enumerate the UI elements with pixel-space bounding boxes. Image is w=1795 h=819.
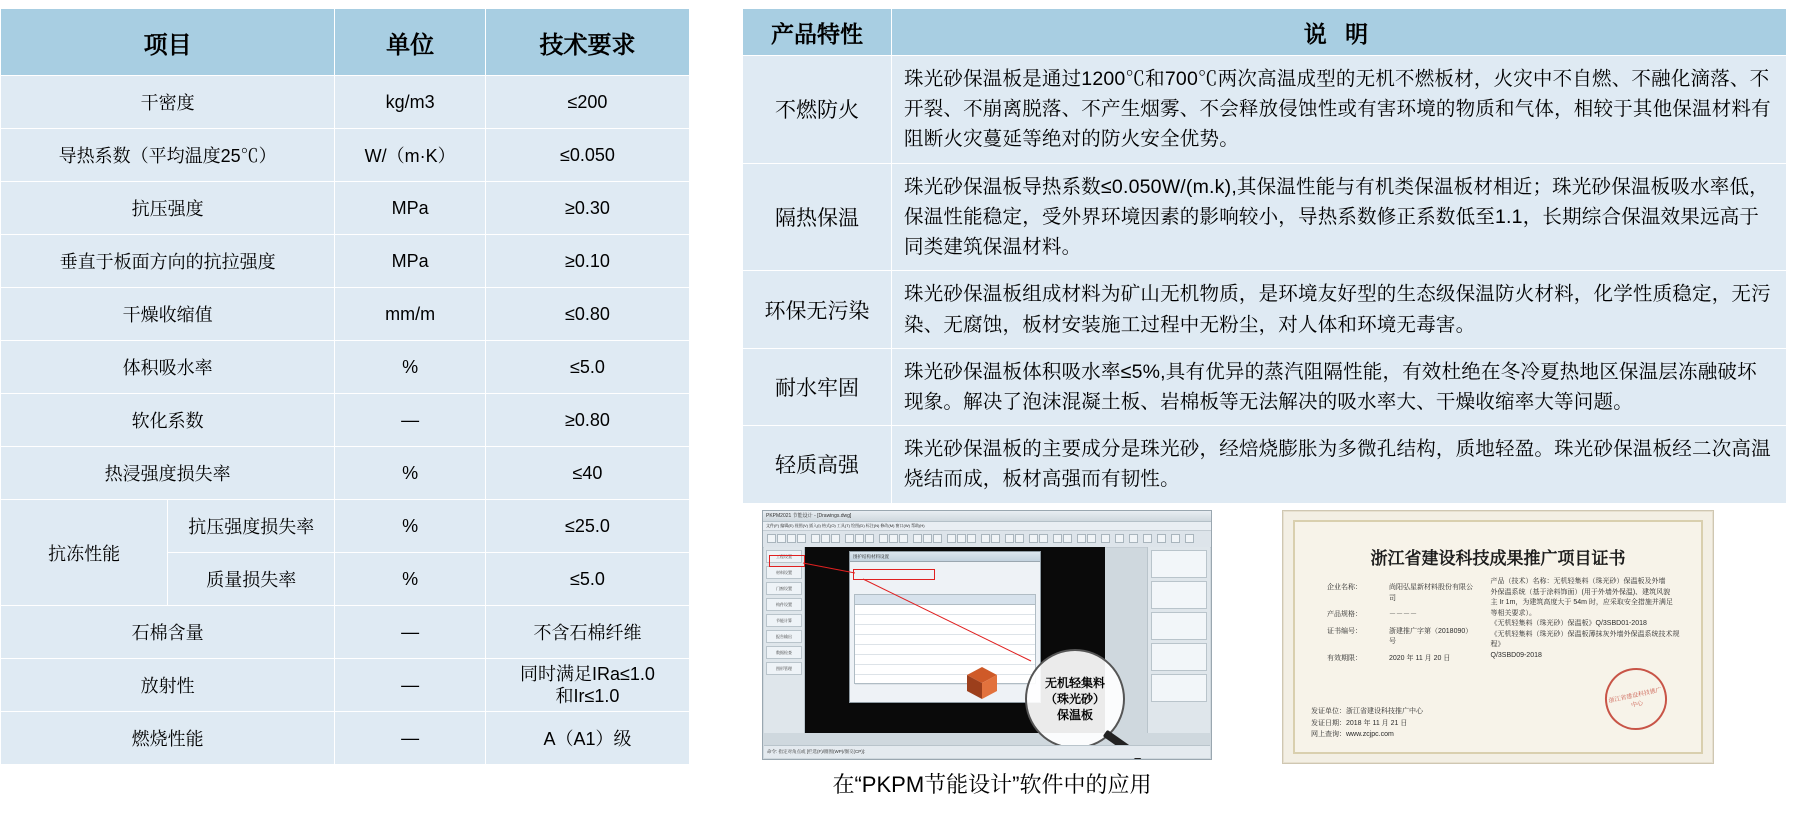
table-row (1, 235, 690, 288)
table-row (1, 288, 690, 341)
spec-cell-item: 质量损失率 (168, 553, 335, 606)
certificate-image (1282, 510, 1714, 764)
table-row (1, 341, 690, 394)
certificate-field (1327, 627, 1475, 648)
certificate-title: 浙江省建设科技成果推广项目证书 (1370, 549, 1626, 568)
feature-name: 隔热保温 (743, 163, 892, 271)
table-row (1, 606, 690, 659)
feature-desc: 珠光砂保温板组成材料为矿山无机物质，是环境友好型的生态级保温防火材料，化学性质稳定，无污染、无腐蚀，板材安装施工过程中无粉尘，对人体和环境无毒害。 (892, 271, 1787, 348)
spec-cell-unit: W/（m·K） (335, 129, 486, 182)
spec-header-item: 项目 (1, 9, 335, 76)
certificate-inner-border (1293, 520, 1703, 754)
certificate-field-value: 尚阳弘星新材料股份有限公司 (1389, 584, 1473, 602)
toolbar-button (947, 534, 956, 543)
grid-row (855, 635, 1035, 645)
certificate-footer-line: 网上查询：www.zcjpc.com (1311, 730, 1394, 738)
toolbar-button (821, 534, 830, 543)
certificate-info-line: 《无机轻集料（珠光砂）保温板》Q/3SBD01-2018 (1490, 620, 1647, 627)
screenshot-caption: 在“PKPM节能设计”软件中的应用 (832, 772, 1152, 797)
spec-cell-unit: MPa (335, 235, 486, 288)
certificate-info-line: 主 Ir 1m，为建筑高度大于 54m 时，应采取安全措施并满足 (1490, 599, 1673, 606)
toolbar-button (1157, 534, 1166, 543)
feature-desc: 珠光砂保温板导热系数≤0.050W/(m.k),其保温性能与有机类保温板材相近；珠光砂保温板吸水率低，保温性能稳定，受外界环境因素的影响较小，导热系数修正系数低至1.1，长期综合保温效果远高于同类建筑保温材料。 (892, 163, 1787, 271)
spec-cell-item: 燃烧性能 (1, 712, 335, 765)
spec-cell-unit: mm/m (335, 288, 486, 341)
spec-cell-req: ≤5.0 (485, 341, 689, 394)
spec-cell-req: ≥0.80 (485, 394, 689, 447)
feature-name: 环保无污染 (743, 271, 892, 348)
table-row (1, 394, 690, 447)
grid-row (855, 675, 1035, 685)
table-row (1, 182, 690, 235)
spec-table-container (0, 8, 690, 765)
toolbar-button (991, 534, 1000, 543)
spec-cell-unit: — (335, 606, 486, 659)
screenshot-statusbar: 命令: 指定对角点或 [栏选(F)/圈围(WP)/圈交(CP)]: (764, 745, 1210, 758)
spec-cell-unit: — (335, 394, 486, 447)
spec-cell-req: ≥0.10 (485, 235, 689, 288)
panel-item: 门窗设置 (766, 582, 802, 595)
feature-header-name: 产品特性 (743, 9, 892, 56)
highlight-box-material (769, 555, 805, 567)
spec-cell-item: 抗压强度 (1, 182, 335, 235)
spec-cell-item: 干密度 (1, 76, 335, 129)
toolbar-button (1063, 534, 1072, 543)
panel-item: 报告输出 (766, 630, 802, 643)
highlight-box-row (853, 569, 935, 580)
certificate-fields (1311, 577, 1491, 664)
toolbar-button (1115, 534, 1124, 543)
table-row (743, 426, 1787, 503)
spec-req-line2: 和Ir≤1.0 (555, 686, 620, 706)
grid-row (855, 645, 1035, 655)
spec-cell-req: ≤40 (485, 447, 689, 500)
screenshot-toolbar (763, 531, 1211, 548)
toolbar-button (889, 534, 898, 543)
spec-cell-req: A（A1）级 (485, 712, 689, 765)
spec-cell-item: 石棉含量 (1, 606, 335, 659)
property-box (1151, 550, 1207, 578)
toolbar-button (1129, 534, 1138, 543)
spec-cell-item: 导热系数（平均温度25℃） (1, 129, 335, 182)
toolbar-button (787, 534, 796, 543)
toolbar-button (1087, 534, 1096, 543)
toolbar-button (957, 534, 966, 543)
toolbar-button (865, 534, 874, 543)
certificate-field-key: 证书编号： (1327, 627, 1362, 635)
toolbar-button (1005, 534, 1014, 543)
panel-item: 节能计算 (766, 614, 802, 627)
spec-cell-req (485, 659, 689, 712)
spec-cell-unit: MPa (335, 182, 486, 235)
panel-item: 工程设置 (766, 550, 802, 563)
feature-header-row (743, 9, 1787, 56)
toolbar-button (1029, 534, 1038, 543)
toolbar-button (1101, 534, 1110, 543)
property-box (1151, 612, 1207, 640)
certificate-footer-line: 发证日期：2018 年 11 月 21 日 (1311, 719, 1408, 727)
toolbar-button (1143, 534, 1152, 543)
certificate-field-key: 有效期限： (1327, 654, 1362, 662)
spec-cell-unit: % (335, 447, 486, 500)
certificate-footer-line: 发证单位：浙江省建设科技推广中心 (1311, 708, 1423, 716)
pkpm-software-screenshot (762, 510, 1212, 760)
grid-row (855, 615, 1035, 625)
table-row (1, 659, 690, 712)
toolbar-button (913, 534, 922, 543)
feature-table (742, 8, 1787, 504)
toolbar-button (1185, 534, 1194, 543)
spec-cell-req: ≥0.30 (485, 182, 689, 235)
property-box (1151, 643, 1207, 671)
toolbar-button (811, 534, 820, 543)
toolbar-button (967, 534, 976, 543)
table-row (1, 500, 690, 553)
spec-req-line1: 同时满足IRa≤1.0 (520, 663, 655, 684)
certificate-info-line: 等相关要求）。 (1490, 609, 1537, 617)
spec-cell-item: 热浸强度损失率 (1, 447, 335, 500)
toolbar-button (1015, 534, 1024, 543)
spec-cell-item: 抗压强度损失率 (168, 500, 335, 553)
official-seal-icon: 浙江省建设科技推广中心 (1599, 662, 1673, 736)
spec-cell-req: ≤25.0 (485, 500, 689, 553)
toolbar-button (767, 534, 776, 543)
toolbar-button (899, 534, 908, 543)
spec-table-body (1, 76, 690, 765)
spec-cell-item: 垂直于板面方向的抗拉强度 (1, 235, 335, 288)
grid-row (855, 655, 1035, 665)
feature-name: 轻质高强 (743, 426, 892, 503)
table-row (1, 129, 690, 182)
certificate-info-line: 外保温系统（基于涂料饰面）(用于外墙外保温)、建筑风貌 (1490, 588, 1671, 596)
toolbar-button (923, 534, 932, 543)
certificate-field-key: 企业名称： (1327, 584, 1362, 591)
spec-cell-req: 不含石棉纤维 (485, 606, 689, 659)
feature-table-body (743, 56, 1787, 504)
spec-cell-item: 软化系数 (1, 394, 335, 447)
dialog-data-grid (854, 594, 1036, 684)
toolbar-button (831, 534, 840, 543)
spec-cell-unit: % (335, 500, 486, 553)
spec-table-head (1, 9, 690, 76)
feature-desc: 珠光砂保温板的主要成分是珠光砂，经焙烧膨胀为多微孔结构，质地轻盈。珠光砂保温板经二次高温烧结而成，板材高强而有韧性。 (892, 426, 1787, 503)
toolbar-button (855, 534, 864, 543)
certificate-field (1327, 583, 1475, 604)
feature-name: 不燃防火 (743, 56, 892, 164)
toolbar-button (797, 534, 806, 543)
feature-table-container (742, 8, 1787, 504)
screenshot-titlebar: PKPM2021 节能设计 - [Drawings.dwg] (763, 511, 1211, 522)
toolbar-button (879, 534, 888, 543)
spec-cell-unit: — (335, 712, 486, 765)
panel-item: 图形管理 (766, 662, 802, 675)
certificate-field-value: 2020 年 11 月 20 日 (1389, 654, 1451, 662)
spec-header-row (1, 9, 690, 76)
toolbar-button (1053, 534, 1062, 543)
spec-cell-req: ≤0.80 (485, 288, 689, 341)
spec-cell-unit: — (335, 659, 486, 712)
certificate-field-key: 产品规格： (1327, 611, 1362, 618)
grid-row (855, 665, 1035, 675)
spec-cell-item: 体积吸水率 (1, 341, 335, 394)
feature-desc: 珠光砂保温板是通过1200℃和700℃两次高温成型的无机不燃板材，火灾中不自燃、不融化滴落、不开裂、不崩离脱落、不产生烟雾、不会释放侵蚀性或有害环境的物质和气体，相较于其他保温材料有阻断火灾蔓延等绝对的防火安全优势。 (892, 56, 1787, 164)
certificate-field (1327, 610, 1475, 621)
dialog-title: 围护结构材料设置 (850, 552, 1040, 562)
spec-cell-item: 干燥收缩值 (1, 288, 335, 341)
spec-table (0, 8, 690, 765)
table-row (1, 76, 690, 129)
3d-model-thumbnail (959, 661, 1005, 703)
feature-header-desc: 说 明 (892, 9, 1787, 56)
certificate-product-info (1491, 577, 1685, 664)
panel-item: 数据检查 (766, 646, 802, 659)
table-row (743, 56, 1787, 164)
toolbar-button (1171, 534, 1180, 543)
toolbar-button (933, 534, 942, 543)
bottom-images (742, 500, 1787, 812)
certificate-field-value: 浙建推广字第（2018090）号 (1389, 627, 1473, 645)
panel-item: 构件设置 (766, 598, 802, 611)
spec-cell-req: ≤5.0 (485, 553, 689, 606)
panel-item: 材料设置 (766, 566, 802, 579)
grid-header (855, 595, 1035, 605)
spec-header-unit: 单位 (335, 9, 486, 76)
certificate-footer (1311, 706, 1423, 740)
table-row (743, 163, 1787, 271)
table-row (743, 348, 1787, 425)
toolbar-button (777, 534, 786, 543)
certificate-info-line: 产品（技术）名称：无机轻集料（珠光砂）保温板及外墙 (1490, 578, 1666, 585)
grid-row (855, 605, 1035, 615)
certificate-field-value: －－－－ (1389, 611, 1417, 618)
screenshot-menubar: 文件(F) 编辑(E) 视图(V) 插入(I) 格式(O) 工具(T) 绘图(D) 标注(N) 修改(M) 窗口(W) 帮助(H) (763, 522, 1211, 531)
spec-group-label-frost: 抗冻性能 (1, 500, 168, 606)
feature-name: 耐水牢固 (743, 348, 892, 425)
spec-cell-req: ≤0.050 (485, 129, 689, 182)
spec-header-req: 技术要求 (485, 9, 689, 76)
toolbar-button (1077, 534, 1086, 543)
property-box (1151, 674, 1207, 702)
certificate-info-line: 《无机轻集料（珠光砂）保温板薄抹灰外墙外保温系统技术规程》 (1490, 630, 1680, 648)
certificate-info-line: Q/3SBD09-2018 (1490, 651, 1542, 659)
property-box (1151, 581, 1207, 609)
right-properties-panel (1147, 547, 1210, 733)
certificate-field (1327, 654, 1475, 665)
callout-line-1: 无机轻集料 (1044, 675, 1105, 690)
callout-line-2: （珠光砂） (1044, 691, 1105, 706)
left-tool-panel (764, 547, 805, 733)
certificate-body (1311, 577, 1685, 664)
feature-desc: 珠光砂保温板体积吸水率≤5%,具有优异的蒸汽阻隔性能，有效杜绝在冬冷夏热地区保温层冻融破坏现象。解决了泡沫混凝土板、岩棉板等无法解决的吸水率大、干燥收缩率大等问题。 (892, 348, 1787, 425)
table-row (1, 712, 690, 765)
spec-cell-unit: % (335, 553, 486, 606)
toolbar-button (981, 534, 990, 543)
feature-table-head (743, 9, 1787, 56)
toolbar-button (845, 534, 854, 543)
callout-line-3: 保温板 (1056, 708, 1093, 723)
spec-cell-item: 放射性 (1, 659, 335, 712)
grid-row (855, 625, 1035, 635)
toolbar-button (1039, 534, 1048, 543)
table-row (743, 271, 1787, 348)
spec-cell-req: ≤200 (485, 76, 689, 129)
spec-cell-unit: kg/m3 (335, 76, 486, 129)
table-row (1, 447, 690, 500)
spec-cell-unit: % (335, 341, 486, 394)
